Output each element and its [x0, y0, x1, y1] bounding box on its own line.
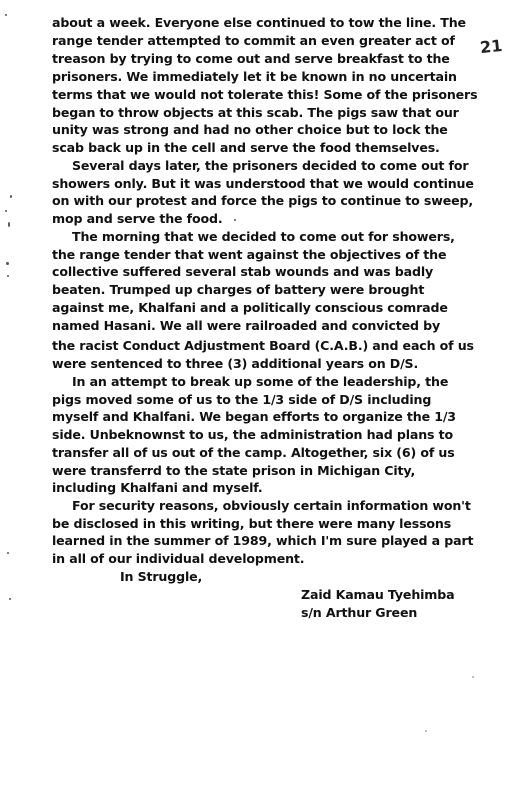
- paragraph-first-line: In an attempt to break up some of the leadership, the: [72, 374, 449, 389]
- body-line: the racist Conduct Adjustment Board (C.A.B.) and each of us: [52, 338, 474, 353]
- body-line: terms that we would not tolerate this! Some of the prisoners: [52, 87, 478, 102]
- body-line: named Hasani. We all were railroaded and convicted by: [52, 318, 441, 333]
- body-line: were transferrd to the state prison in Michigan City,: [52, 463, 416, 478]
- scan-speck: [9, 598, 11, 600]
- body-line: began to throw objects at this scab. The pigs saw that our: [52, 105, 459, 120]
- body-line: showers only. But it was understood that we would continue: [52, 176, 474, 191]
- body-line: were sentenced to three (3) additional years on D/S.: [52, 356, 419, 371]
- body-line: transfer all of us out of the camp. Altogether, six (6) of us: [52, 445, 455, 460]
- body-line: the range tender that went against the objectives of the: [52, 247, 447, 262]
- signature-name: Zaid Kamau Tyehimba: [301, 587, 455, 602]
- body-line: beaten. Trumped up charges of battery were brought: [52, 282, 425, 297]
- paragraph-first-line: The morning that we decided to come out for showers,: [72, 229, 455, 244]
- body-line: side. Unbeknownst to us, the administration had plans to: [52, 427, 453, 442]
- scan-speck: [5, 210, 7, 212]
- body-line: including Khalfani and myself.: [52, 480, 263, 495]
- body-line: against me, Khalfani and a politically conscious comrade: [52, 300, 448, 315]
- paragraph-first-line: For security reasons, obviously certain information won't: [72, 498, 471, 513]
- body-line: about a week. Everyone else continued to tow the line. The: [52, 15, 466, 30]
- paragraph-first-line: Several days later, the prisoners decided to come out for: [72, 158, 469, 173]
- body-line: scab back up in the cell and serve the food themselves.: [52, 140, 440, 155]
- scan-speck: [5, 14, 7, 16]
- scan-speck: [7, 552, 9, 554]
- scan-speck: [234, 219, 236, 221]
- body-line: learned in the summer of 1989, which I'm sure played a part: [52, 533, 474, 548]
- body-line: on with our protest and force the pigs to continue to sweep,: [52, 193, 474, 208]
- body-line: in all of our individual development.: [52, 551, 305, 566]
- body-line: myself and Khalfani. We began efforts to organize the 1/3: [52, 409, 456, 424]
- scan-speck: [8, 222, 10, 227]
- scan-speck: [6, 262, 9, 265]
- body-line: mop and serve the food.: [52, 211, 223, 226]
- scan-speck: [472, 676, 474, 678]
- scan-speck: [7, 275, 9, 277]
- body-line: pigs moved some of us to the 1/3 side of D/S including: [52, 392, 432, 407]
- body-line: treason by trying to come out and serve breakfast to the: [52, 51, 450, 66]
- scan-speck: [425, 730, 427, 732]
- body-line: unity was strong and had no other choice but to lock the: [52, 122, 448, 137]
- signature-alias: s/n Arthur Green: [301, 605, 418, 620]
- scan-speck: [10, 195, 12, 198]
- body-line: range tender attempted to commit an even greater act of: [52, 33, 455, 48]
- body-line: collective suffered several stab wounds and was badly: [52, 264, 434, 279]
- body-line: be disclosed in this writing, but there were many lessons: [52, 516, 452, 531]
- closing-salutation: In Struggle,: [120, 569, 203, 584]
- handwritten-page-number: 21: [479, 35, 504, 58]
- body-line: prisoners. We immediately let it be known in no uncertain: [52, 69, 457, 84]
